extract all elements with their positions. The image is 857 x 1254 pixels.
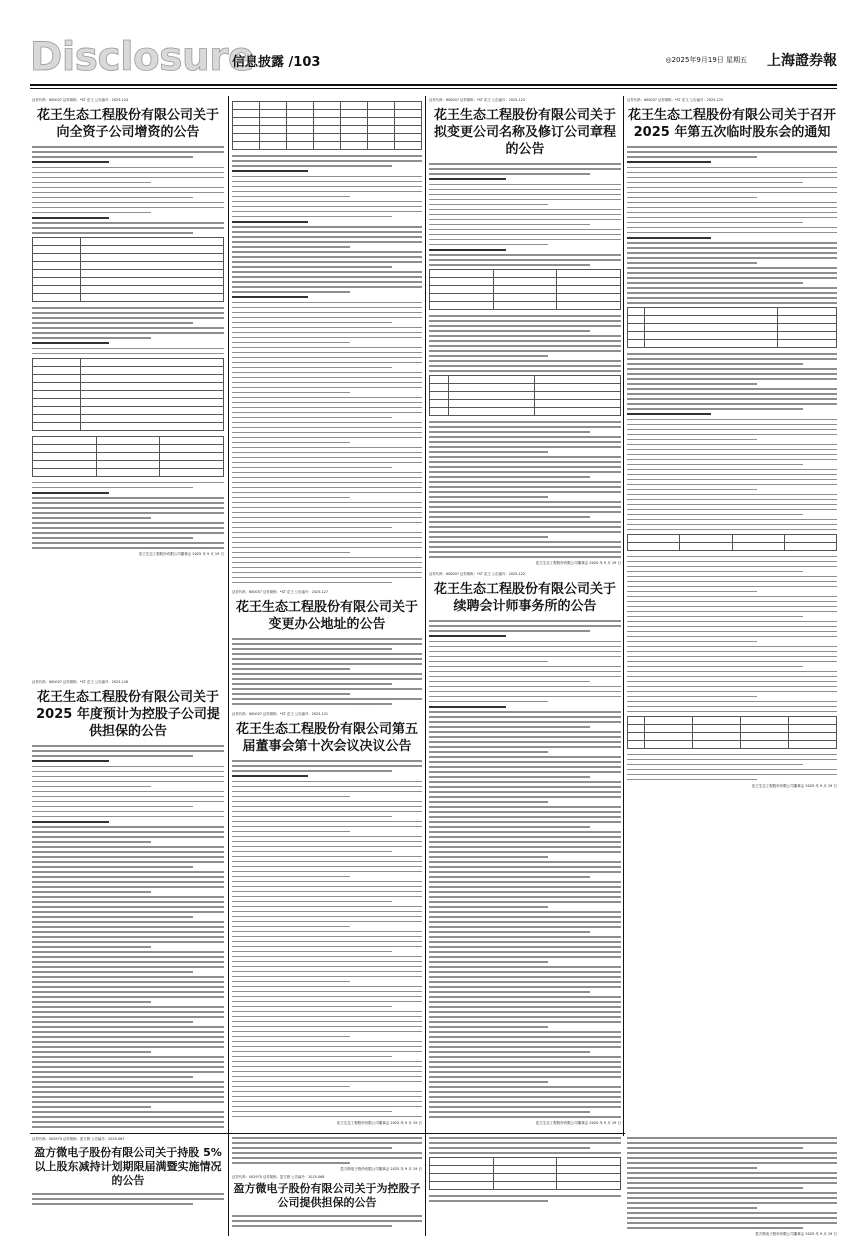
notice-shareholder-meeting [627,98,837,1128]
notice-signature: 花王生态工程股份有限公司董事会 2025 年 9 月 19 日 [751,783,837,788]
notice-shareholder-reduction [32,1137,224,1249]
notice-signature: 盈方微电子股份有限公司董事会 2025 年 9 月 19 日 [340,1167,422,1171]
notice-signature: 花王生态工程股份有限公司董事会 2025 年 9 月 19 日 [535,561,621,565]
registration-table [627,534,837,551]
subsidiary-info-table [32,358,224,431]
notice-guarantee-forecast [32,680,224,1130]
notice-signature: 花王生态工程股份有限公司董事会 2025 年 9 月 19 日 [336,1120,422,1125]
notice-office-address [232,590,422,708]
notice-body [429,315,621,372]
notice-continuation [232,98,422,586]
notice-code-line: 证券代码：600007 证券简称：*ST 花王 公告编号：2025-122 [429,572,526,576]
notice-code-line: 证券代码：002970 证券简称：盈方微 公告编号：2025-067 [32,1137,125,1141]
notice-continuation [232,1137,422,1249]
financial-table [429,1157,621,1190]
notice-auditor-renewal [429,572,621,1130]
notice-code-line: 证券代码：002970 证券简称：盈方微 公告编号：2025-068 [232,1175,325,1179]
notice-title: 盈方微电子股份有限公司关于持股 5%以上股东减持计划期限届满暨实施情况的公告 [34,1146,222,1187]
notice-body [429,620,621,1118]
section-divider [30,1133,625,1134]
notice-title: 盈方微电子股份有限公司关于为控股子公司提供担保的公告 [233,1182,421,1209]
notice-continuation [627,1137,837,1249]
notice-body [232,155,422,586]
section-title: 信息披露 /103 [232,55,321,70]
notice-signature: 花王生态工程股份有限公司董事会 2025 年 9 月 19 日 [138,552,224,556]
notice-body [429,1195,621,1202]
notice-body [32,745,224,1130]
company-info-table [32,237,224,302]
notice-body [232,638,422,705]
notice-body [429,163,621,266]
notice-code-line: 证券代码：600007 证券简称：*ST 花王 公告编号：2025-121 [232,712,329,716]
proxy-form-table [627,716,837,749]
notice-signature: 花王生态工程股份有限公司董事会 2025 年 9 月 19 日 [535,1121,621,1125]
column-divider [623,96,624,1136]
issue-date: ◎2025年9月19日 星期五 [665,56,747,64]
notice-title: 花王生态工程股份有限公司关于 2025 年度预计为控股子公司提供担保的公告 [36,690,220,739]
notice-body [32,482,224,549]
paper-name: 上海證券報 [767,53,837,69]
notice-body [429,421,621,558]
notice-signature: 盈方微电子股份有限公司董事会 2025 年 9 月 19 日 [755,1232,837,1236]
notice-capital-increase [32,98,224,676]
column-divider [425,96,426,1236]
brand-logo: Disclosure [30,35,254,80]
notice-body [627,1137,837,1229]
masthead-rule-thin [30,88,837,89]
guarantee-table [232,101,422,150]
notice-body [429,1137,621,1154]
notice-title: 花王生态工程股份有限公司关于变更办公地址的公告 [235,600,418,632]
notice-title: 花王生态工程股份有限公司关于续聘会计师事务所的公告 [433,582,616,614]
notice-body [627,754,837,781]
notice-board-resolution [232,712,422,1130]
notice-code-line: 证券代码：600007 证券简称：*ST 花王 公告编号：2025-125 [627,98,724,102]
name-change-table [429,269,621,310]
notice-body [627,556,837,713]
notice-body [232,760,422,1117]
masthead [0,0,857,94]
notice-title: 花王生态工程股份有限公司关于召开 2025 年第五次临时股东会的通知 [627,108,836,140]
column-divider [228,96,229,1236]
notice-title: 花王生态工程股份有限公司第五届董事会第十次会议决议公告 [235,722,418,754]
notice-body [32,146,224,234]
notice-continuation [429,1137,621,1249]
notice-body [627,353,837,530]
notice-body [627,146,837,304]
notice-body [232,1137,422,1164]
notice-title: 花王生态工程股份有限公司关于拟变更公司名称及修订公司章程的公告 [433,108,616,157]
proposal-table [627,307,837,348]
notice-code-line: 证券代码：600007 证券简称：*ST 花王 公告编号：2025-123 [429,98,526,102]
notice-body [32,307,224,354]
financial-table [32,436,224,477]
articles-amendment-table [429,375,621,416]
notice-body [232,1215,422,1227]
notice-body [32,1193,224,1205]
notice-title: 花王生态工程股份有限公司关于向全资子公司增资的公告 [36,108,219,140]
notice-code-line: 证券代码：600007 证券简称：*ST 花王 公告编号：2025-126 [32,680,129,684]
notice-name-change [429,98,621,568]
masthead-rule [30,84,837,86]
notice-code-line: 证券代码：600007 证券简称：*ST 花王 公告编号：2025-124 [32,98,129,102]
notice-code-line: 证券代码：600007 证券简称：*ST 花王 公告编号：2025-127 [232,590,329,594]
